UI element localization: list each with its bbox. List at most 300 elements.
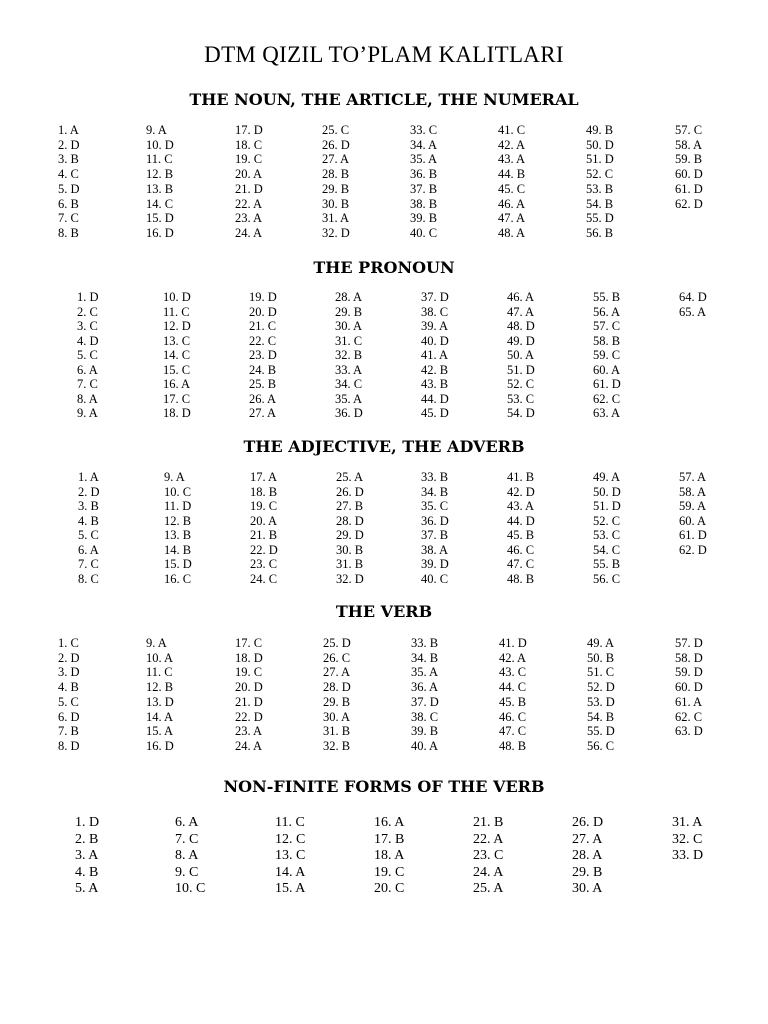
answer-item: 48. B [507,571,535,586]
answer-item: 47. C [507,557,535,571]
answer-item: 49. D [507,333,535,348]
answer-item: 32. C [672,831,703,847]
answer-item: 36. D [421,513,449,528]
answer-item: 24. A [235,738,263,753]
answer-item: 29. B [572,864,603,880]
answer-item: 14. A [146,709,174,724]
answer-item: 6. A [175,815,199,830]
answer-item: 11. D [164,499,192,513]
answer-item: 45. B [507,528,535,542]
answer-item: 13. D [146,694,174,709]
answer-item: 42. A [499,650,527,665]
answer-item: 37. B [410,181,438,196]
answer-item: 19. C [250,499,278,513]
answer-item: 37. B [421,528,449,542]
answer-item: 33. D [672,848,704,864]
answer-item: 22. C [249,333,277,348]
answer-item: 57. C [593,319,621,333]
answer-column [58,123,80,241]
answer-item: 61. D [675,181,703,196]
answer-item: 48. D [507,319,535,333]
answer-item: 17. D [235,123,263,137]
answer-column [323,636,351,754]
answer-item: 6. A [77,362,98,377]
answer-item: 49. A [593,470,621,484]
answer-item: 44. D [507,513,535,528]
answer-item: 29. D [336,528,364,542]
answer-item: 10. D [146,137,174,152]
answer-column [75,815,99,898]
answer-column [235,636,263,754]
answer-item: 45. D [421,406,449,420]
answer-item: 49. A [587,636,615,650]
answer-item: 58. A [679,484,707,499]
answer-item: 30. B [322,196,350,211]
answer-item: 32. D [322,225,350,240]
answer-item: 10. D [163,290,191,304]
answer-item: 43. A [498,152,526,167]
answer-item: 12. C [275,831,306,847]
answer-item: 22. D [250,542,278,557]
answer-item: 47. A [498,211,526,226]
answer-item: 1. A [58,123,79,137]
answer-item: 62. D [679,542,707,557]
answer-item: 35. C [421,499,449,513]
answer-item: 34. A [410,137,438,152]
answer-item: 55. D [586,211,614,226]
answer-item: 42. A [498,137,526,152]
answer-item: 30. B [336,542,364,557]
answer-item: 40. D [421,333,449,348]
answer-column [679,470,707,557]
answer-item: 55. B [593,290,621,304]
answer-item: 44. C [499,680,527,695]
answer-item: 31. B [323,724,351,739]
answer-item: 38. C [411,709,439,724]
answer-column [163,290,191,421]
answer-item: 32. B [323,738,351,753]
answer-item: 4. B [58,680,79,695]
answer-item: 35. A [335,391,363,406]
answer-item: 46. C [507,542,535,557]
answer-item: 53. C [593,528,621,542]
answer-column [146,123,174,241]
answer-item: 31. A [672,815,703,830]
answer-item: 11. C [163,304,190,319]
answer-item: 38. B [410,196,438,211]
answer-item: 19. D [249,290,277,304]
answer-item: 45. B [499,694,527,709]
answer-item: 50. D [593,484,621,499]
answer-item: 21. B [473,815,504,830]
section-heading-the-noun-the-article-the-numeral: THE NOUN, THE ARTICLE, THE NUMERAL [189,90,579,109]
answer-item: 27. B [336,499,364,513]
answer-item: 7. C [175,831,199,847]
answer-item: 33. C [410,123,438,137]
answer-item: 16. A [163,377,191,391]
answer-item: 59. B [675,152,703,167]
answer-item: 31. B [336,557,364,571]
answer-item: 10. C [175,881,206,897]
answer-column [164,470,192,586]
answer-item: 26. A [249,391,277,406]
answer-item: 33. A [335,362,363,377]
answer-item: 61. D [593,377,621,391]
answer-item: 58. A [675,137,703,152]
answer-item: 10. C [164,484,192,499]
answer-item: 25. A [336,470,364,484]
answer-item: 16. C [164,571,192,586]
answer-item: 48. A [498,225,526,240]
answer-item: 44. B [498,167,526,182]
answer-item: 20. D [249,304,277,319]
answer-item: 6. D [58,709,80,724]
answer-item: 36. A [411,680,439,695]
answer-item: 57. A [679,470,707,484]
answer-item: 63. A [593,406,621,420]
answer-item: 7. B [58,724,79,739]
answer-item: 41. A [421,348,449,362]
answer-item: 22. D [235,709,263,724]
answer-item: 27. A [323,665,351,680]
answer-item: 22. A [473,831,504,847]
answer-item: 60. A [679,513,707,528]
answer-column [175,815,205,898]
answer-item: 15. A [275,881,306,897]
answer-item: 2. D [58,137,80,152]
answer-item: 18. D [235,650,263,665]
answer-item: 37. D [411,694,439,709]
answer-item: 12. B [146,167,174,182]
answer-item: 24. B [249,362,277,377]
answer-item: 58. B [593,333,621,348]
answer-item: 46. A [507,290,535,304]
answer-item: 19. C [374,864,405,880]
answer-item: 14. B [164,542,192,557]
answer-column [249,290,277,421]
answer-item: 1. D [77,290,99,304]
answer-item: 55. B [593,557,621,571]
answer-item: 45. C [498,181,526,196]
answer-item: 12. D [163,319,191,333]
answer-item: 43. C [499,665,527,680]
answer-item: 52. C [507,377,535,391]
answer-item: 28. B [322,167,350,182]
answer-item: 53. C [507,391,535,406]
answer-item: 57. D [675,636,703,650]
answer-item: 17. C [235,636,263,650]
answer-item: 11. C [146,152,173,167]
answer-item: 17. C [163,391,191,406]
answer-item: 3. C [77,319,98,333]
answer-item: 30. A [572,881,603,897]
answer-item: 25. D [323,636,351,650]
answer-item: 51. C [587,665,615,680]
answer-column [672,815,703,865]
answer-item: 16. D [146,225,174,240]
answer-item: 25. A [473,881,504,897]
answer-item: 9. A [146,123,167,137]
answer-item: 28. A [335,290,363,304]
answer-item: 33. B [411,636,439,650]
answer-item: 28. A [572,848,603,864]
answer-item: 35. A [411,665,439,680]
answer-item: 3. A [75,848,99,864]
answer-column [421,470,449,586]
answer-column [498,123,525,241]
answer-item: 34. B [421,484,449,499]
answer-item: 24. C [250,571,278,586]
answer-item: 49. B [586,123,614,137]
answer-item: 13. C [163,333,191,348]
answer-item: 39. A [421,319,449,333]
answer-item: 1. D [75,815,100,830]
answer-item: 54. D [507,406,535,420]
answer-item: 55. D [587,724,615,739]
answer-item: 8. C [78,571,99,586]
answer-item: 37. D [421,290,449,304]
answer-column [77,290,99,421]
answer-column [507,290,535,421]
answer-item: 2. D [78,484,100,499]
answer-column [587,636,615,754]
answer-item: 3. B [58,152,79,167]
answer-item: 47. C [499,724,527,739]
answer-item: 62. C [675,709,703,724]
answer-item: 12. B [164,513,192,528]
answer-item: 20. D [235,680,263,695]
document-title: DTM QIZIL TO’PLAM KALITLARI [204,42,564,67]
answer-item: 50. D [586,137,614,152]
answer-item: 65. A [679,304,707,319]
answer-item: 10. A [146,650,174,665]
answer-item: 32. D [336,571,364,586]
answer-item: 29. B [335,304,363,319]
answer-item: 14. A [275,864,306,880]
answer-item: 32. B [335,348,363,362]
answer-item: 63. D [675,724,703,739]
section-heading-the-pronoun: THE PRONOUN [313,258,455,277]
answer-item: 64. D [679,290,707,304]
answer-item: 20. A [250,513,278,528]
answer-item: 11. C [146,665,173,680]
answer-item: 60. D [675,680,703,695]
answer-item: 51. D [586,152,614,167]
answer-item: 9. A [164,470,185,484]
answer-item: 56. B [586,225,614,240]
answer-column [473,815,503,898]
answer-item: 40. C [410,225,438,240]
answer-item: 8. D [58,738,80,753]
answer-item: 56. C [593,571,621,586]
answer-item: 9. A [77,406,98,420]
answer-item: 27. A [572,831,603,847]
answer-item: 29. B [322,181,350,196]
answer-item: 18. B [250,484,278,499]
answer-item: 36. D [335,406,363,420]
answer-item: 25. B [249,377,277,391]
answer-column [679,290,707,319]
answer-column [572,815,603,898]
answer-item: 16. A [374,815,405,830]
answer-item: 1. C [58,636,79,650]
answer-item: 35. A [410,152,438,167]
answer-item: 2. D [58,650,80,665]
answer-item: 19. C [235,665,263,680]
answer-item: 56. C [587,738,615,753]
answer-item: 60. D [675,167,703,182]
answer-column [586,123,614,241]
answer-column [322,123,350,241]
answer-item: 29. B [323,694,351,709]
answer-item: 22. A [235,196,263,211]
answer-item: 17. A [250,470,278,484]
answer-item: 15. D [146,211,174,226]
section-heading-the-verb: THE VERB [335,602,433,621]
answer-item: 15. C [163,362,191,377]
answer-column [499,636,527,754]
answer-item: 4. B [75,864,99,880]
answer-item: 18. D [163,406,191,420]
answer-item: 39. B [410,211,438,226]
answer-item: 43. A [507,499,535,513]
answer-column [335,290,363,421]
answer-item: 26. D [336,484,364,499]
answer-item: 18. C [235,137,263,152]
answer-item: 57. C [675,123,703,137]
answer-item: 15. A [146,724,174,739]
answer-item: 62. C [593,391,621,406]
answer-item: 52. C [593,513,621,528]
answer-item: 15. D [164,557,192,571]
answer-item: 3. B [78,499,99,513]
answer-item: 19. C [235,152,263,167]
answer-item: 7. C [58,211,79,226]
answer-item: 8. B [58,225,79,240]
answer-item: 59. A [679,499,707,513]
answer-item: 21. B [250,528,278,542]
answer-item: 24. A [473,864,504,880]
answer-column [507,470,535,586]
answer-item: 23. A [235,211,263,226]
answer-item: 5. D [58,181,80,196]
answer-item: 26. D [572,815,604,830]
answer-item: 6. A [78,542,99,557]
answer-item: 14. C [146,196,174,211]
section-heading-the-adjective-the-adverb: THE ADJECTIVE, THE ADVERB [243,437,525,456]
answer-item: 28. D [323,680,351,695]
answer-item: 21. C [249,319,277,333]
answer-item: 53. B [586,181,614,196]
answer-item: 54. B [586,196,614,211]
answer-item: 51. D [593,499,621,513]
answer-item: 50. B [587,650,615,665]
answer-item: 21. D [235,694,263,709]
answer-item: 40. A [411,738,439,753]
answer-item: 7. C [78,557,99,571]
answer-item: 3. D [58,665,80,680]
answer-item: 36. B [410,167,438,182]
answer-item: 52. D [587,680,615,695]
answer-item: 18. A [374,848,405,864]
answer-item: 21. D [235,181,263,196]
answer-item: 13. B [164,528,192,542]
answer-item: 2. C [77,304,98,319]
answer-item: 8. A [77,391,98,406]
answer-item: 27. A [249,406,277,420]
answer-item: 58. D [675,650,703,665]
answer-column [593,470,621,586]
answer-item: 9. C [175,864,199,880]
answer-item: 7. C [77,377,98,391]
answer-column [411,636,439,754]
answer-item: 9. A [146,636,167,650]
answer-column [250,470,278,586]
answer-item: 61. D [679,528,707,542]
answer-item: 38. A [421,542,449,557]
answer-item: 20. C [374,881,405,897]
answer-item: 23. D [249,348,277,362]
answer-column [675,123,703,211]
answer-item: 1. A [78,470,99,484]
answer-item: 25. C [322,123,350,137]
answer-item: 13. C [275,848,306,864]
answer-item: 39. D [421,557,449,571]
answer-item: 59. C [593,348,621,362]
answer-item: 62. D [675,196,703,211]
answer-item: 28. D [336,513,364,528]
answer-item: 34. C [335,377,363,391]
answer-item: 26. C [323,650,351,665]
answer-item: 17. B [374,831,405,847]
answer-item: 23. A [235,724,263,739]
answer-item: 41. B [507,470,535,484]
answer-column [78,470,100,586]
answer-item: 23. C [250,557,278,571]
answer-item: 5. C [58,694,79,709]
answer-item: 60. A [593,362,621,377]
answer-item: 61. A [675,694,703,709]
answer-item: 24. A [235,225,263,240]
answer-item: 51. D [507,362,535,377]
answer-item: 30. A [335,319,363,333]
answer-item: 31. C [335,333,363,348]
answer-item: 50. A [507,348,535,362]
answer-item: 41. C [498,123,526,137]
answer-item: 38. C [421,304,449,319]
answer-column [275,815,305,898]
answer-item: 46. C [499,709,527,724]
answer-item: 43. B [421,377,449,391]
answer-item: 41. D [499,636,527,650]
answer-item: 34. B [411,650,439,665]
answer-item: 23. C [473,848,504,864]
answer-item: 47. A [507,304,535,319]
answer-item: 2. B [75,831,99,847]
answer-item: 39. B [411,724,439,739]
answer-item: 8. A [175,848,199,864]
answer-item: 52. C [586,167,614,182]
answer-column [374,815,404,898]
answer-item: 44. D [421,391,449,406]
answer-item: 11. C [275,815,305,830]
answer-column [58,636,80,754]
answer-item: 30. A [323,709,351,724]
answer-item: 42. B [421,362,449,377]
answer-item: 16. D [146,738,174,753]
answer-item: 56. A [593,304,621,319]
answer-item: 14. C [163,348,191,362]
